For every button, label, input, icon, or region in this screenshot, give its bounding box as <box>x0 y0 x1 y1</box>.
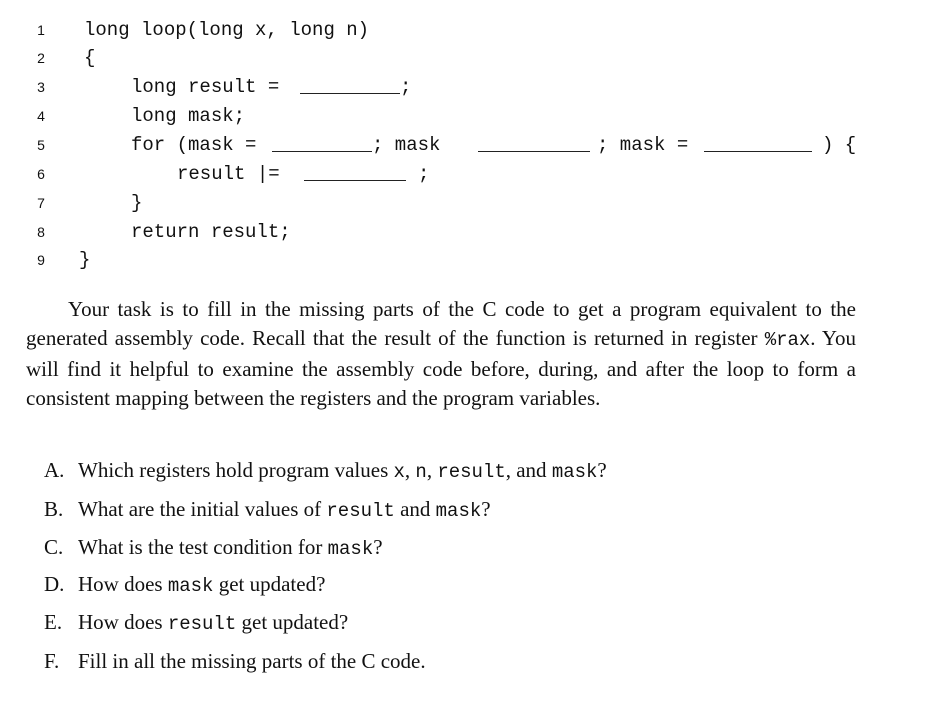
code-line <box>0 131 944 159</box>
line-number: 2 <box>37 50 45 66</box>
code-text: return result; <box>131 221 291 243</box>
close-brace: } <box>79 249 91 271</box>
code-text: ) { <box>822 134 857 156</box>
question-label: E. <box>44 610 63 634</box>
fill-in-blank <box>478 151 590 152</box>
question-d: D. How does mask get updated? <box>44 569 904 601</box>
line-number: 7 <box>37 195 45 211</box>
line-number: 6 <box>37 166 45 182</box>
code-text: ; mask = <box>597 134 689 156</box>
code-line <box>0 102 944 130</box>
question-label: C. <box>44 535 64 559</box>
question-a: A. Which registers hold program values x, n, result, and mask? <box>44 455 904 487</box>
code-text: for (mask = <box>131 134 257 156</box>
question-label: B. <box>44 497 64 521</box>
code-line <box>0 189 944 217</box>
line-number: 1 <box>37 22 45 38</box>
function-signature: long loop(long x, long n) <box>84 19 370 41</box>
line-number: 9 <box>37 252 45 268</box>
code-text: long mask; <box>131 105 246 127</box>
question-label: A. <box>44 458 65 482</box>
line-number: 4 <box>37 108 45 124</box>
code-line <box>0 44 944 72</box>
question-label: D. <box>44 572 65 596</box>
code-text: result |= <box>177 163 280 185</box>
open-brace: { <box>84 47 96 69</box>
code-text: ; <box>400 76 412 98</box>
code-line <box>0 160 944 188</box>
question-c: C. What is the test condition for mask? <box>44 532 904 564</box>
question-b: B. What are the initial values of result and mask? <box>44 494 904 526</box>
fill-in-blank <box>272 151 372 152</box>
question-e: E. How does result get updated? <box>44 607 904 639</box>
question-label: F. <box>44 649 60 673</box>
line-number: 8 <box>37 224 45 240</box>
code-line <box>0 16 944 44</box>
code-line <box>0 218 944 246</box>
code-line <box>0 73 944 101</box>
code-text: long result = <box>131 76 280 98</box>
code-text: ; mask <box>372 134 441 156</box>
register-name: %rax <box>764 329 811 351</box>
fill-in-blank <box>704 151 812 152</box>
line-number: 5 <box>37 137 45 153</box>
code-line <box>0 246 944 274</box>
fill-in-blank <box>304 180 406 181</box>
fill-in-blank <box>300 93 400 94</box>
question-f: F. Fill in all the missing parts of the C code. <box>44 646 904 676</box>
instructions-paragraph: Your task is to fill in the missing parts of the C code to get a program equivalent to the generated assembly code. Recall that the result of the function is returned in register %rax. You will find it helpful to examine the assembly code before, during, and after the loop to form a consistent mapping between the registers and the program variables. <box>26 297 856 410</box>
line-number: 3 <box>37 79 45 95</box>
close-brace: } <box>131 192 143 214</box>
code-text: ; <box>418 163 430 185</box>
